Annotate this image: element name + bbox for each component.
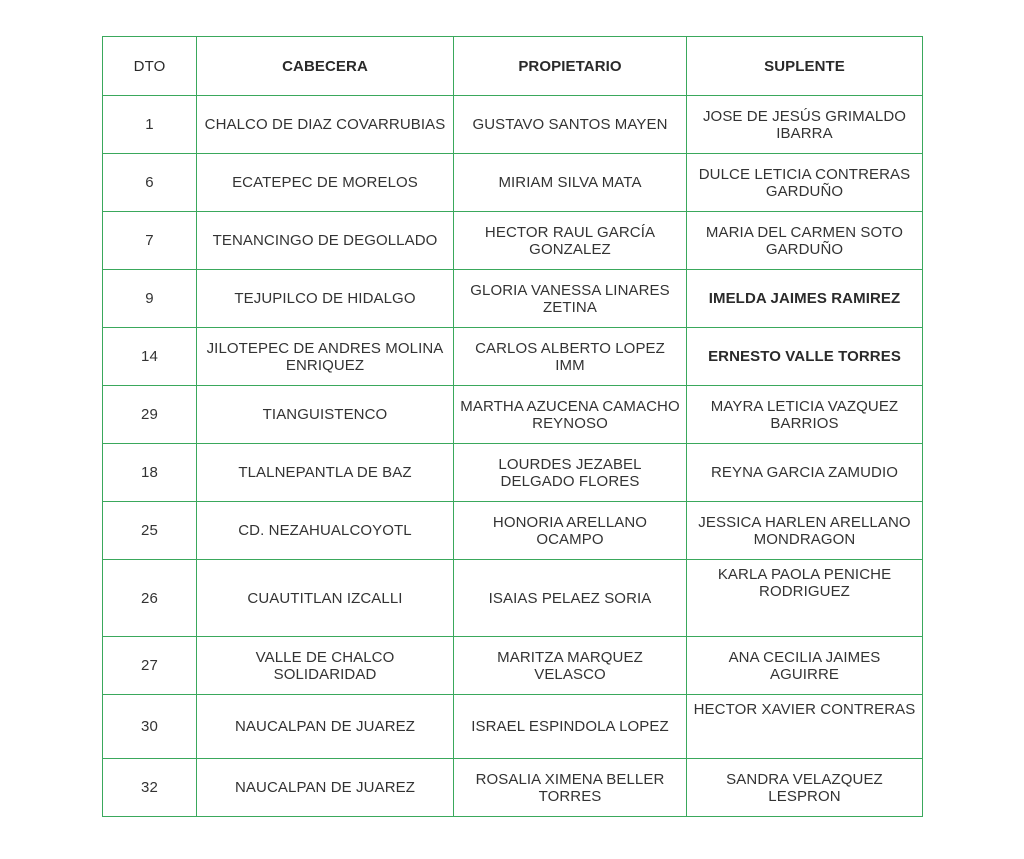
cell-propietario: MARITZA MARQUEZ VELASCO xyxy=(454,637,687,695)
cell-dto: 18 xyxy=(103,444,197,502)
cell-cabecera: TENANCINGO DE DEGOLLADO xyxy=(197,212,454,270)
table-row xyxy=(103,759,923,817)
cell-cabecera: TEJUPILCO DE HIDALGO xyxy=(197,270,454,328)
cell-suplente: DULCE LETICIA CONTRERAS GARDUÑO xyxy=(687,154,923,212)
cell-suplente: HECTOR XAVIER CONTRERAS xyxy=(687,695,923,759)
table-row xyxy=(103,328,923,386)
cell-cabecera: NAUCALPAN DE JUAREZ xyxy=(197,759,454,817)
cell-dto: 25 xyxy=(103,502,197,560)
table-row xyxy=(103,637,923,695)
cell-suplente: JOSE DE JESÚS GRIMALDO IBARRA xyxy=(687,96,923,154)
candidates-table-container xyxy=(102,36,922,817)
cell-suplente: MAYRA LETICIA VAZQUEZ BARRIOS xyxy=(687,386,923,444)
cell-propietario: ROSALIA XIMENA BELLER TORRES xyxy=(454,759,687,817)
cell-propietario: CARLOS ALBERTO LOPEZ IMM xyxy=(454,328,687,386)
cell-propietario: ISRAEL ESPINDOLA LOPEZ xyxy=(454,695,687,759)
table-header-row xyxy=(103,37,923,96)
cell-dto: 7 xyxy=(103,212,197,270)
cell-cabecera: NAUCALPAN DE JUAREZ xyxy=(197,695,454,759)
table-row xyxy=(103,270,923,328)
cell-suplente: KARLA PAOLA PENICHE RODRIGUEZ xyxy=(687,560,923,637)
cell-suplente: ERNESTO VALLE TORRES xyxy=(687,328,923,386)
cell-cabecera: TIANGUISTENCO xyxy=(197,386,454,444)
cell-cabecera: JILOTEPEC DE ANDRES MOLINA ENRIQUEZ xyxy=(197,328,454,386)
header-propietario: PROPIETARIO xyxy=(454,37,687,96)
cell-suplente: ANA CECILIA JAIMES AGUIRRE xyxy=(687,637,923,695)
table-row xyxy=(103,560,923,637)
cell-propietario: MIRIAM SILVA MATA xyxy=(454,154,687,212)
cell-suplente: REYNA GARCIA ZAMUDIO xyxy=(687,444,923,502)
table-row xyxy=(103,444,923,502)
cell-dto: 1 xyxy=(103,96,197,154)
cell-propietario: ISAIAS PELAEZ SORIA xyxy=(454,560,687,637)
table-row xyxy=(103,695,923,759)
cell-propietario: MARTHA AZUCENA CAMACHO REYNOSO xyxy=(454,386,687,444)
table-row xyxy=(103,154,923,212)
cell-cabecera: ECATEPEC DE MORELOS xyxy=(197,154,454,212)
table-row xyxy=(103,502,923,560)
cell-cabecera: VALLE DE CHALCO SOLIDARIDAD xyxy=(197,637,454,695)
cell-dto: 32 xyxy=(103,759,197,817)
cell-dto: 26 xyxy=(103,560,197,637)
table-row xyxy=(103,96,923,154)
cell-propietario: HONORIA ARELLANO OCAMPO xyxy=(454,502,687,560)
cell-propietario: GLORIA VANESSA LINARES ZETINA xyxy=(454,270,687,328)
cell-dto: 9 xyxy=(103,270,197,328)
header-dto: DTO xyxy=(103,37,197,96)
header-suplente: SUPLENTE xyxy=(687,37,923,96)
cell-suplente: JESSICA HARLEN ARELLANO MONDRAGON xyxy=(687,502,923,560)
candidates-table xyxy=(102,36,923,817)
cell-dto: 6 xyxy=(103,154,197,212)
cell-suplente: IMELDA JAIMES RAMIREZ xyxy=(687,270,923,328)
cell-cabecera: CHALCO DE DIAZ COVARRUBIAS xyxy=(197,96,454,154)
cell-cabecera: CD. NEZAHUALCOYOTL xyxy=(197,502,454,560)
table-row xyxy=(103,386,923,444)
cell-dto: 27 xyxy=(103,637,197,695)
cell-cabecera: CUAUTITLAN IZCALLI xyxy=(197,560,454,637)
header-cabecera: CABECERA xyxy=(197,37,454,96)
cell-suplente: MARIA DEL CARMEN SOTO GARDUÑO xyxy=(687,212,923,270)
cell-dto: 30 xyxy=(103,695,197,759)
cell-suplente: SANDRA VELAZQUEZ LESPRON xyxy=(687,759,923,817)
table-row xyxy=(103,212,923,270)
cell-dto: 14 xyxy=(103,328,197,386)
cell-propietario: HECTOR RAUL GARCÍA GONZALEZ xyxy=(454,212,687,270)
cell-cabecera: TLALNEPANTLA DE BAZ xyxy=(197,444,454,502)
cell-propietario: GUSTAVO SANTOS MAYEN xyxy=(454,96,687,154)
cell-propietario: LOURDES JEZABEL DELGADO FLORES xyxy=(454,444,687,502)
cell-dto: 29 xyxy=(103,386,197,444)
